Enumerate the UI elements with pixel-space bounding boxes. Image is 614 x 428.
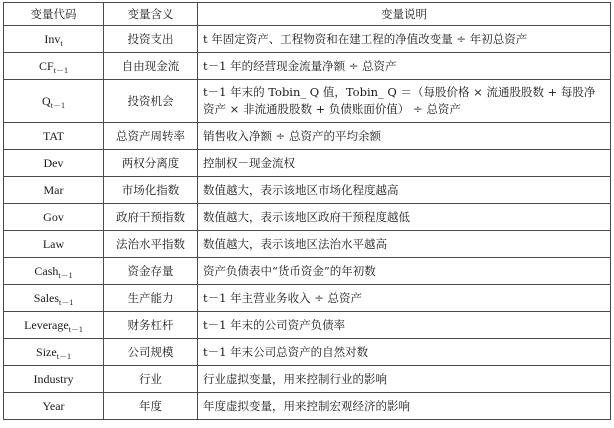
variable-code: CF	[39, 58, 54, 73]
variable-code-subscript: t－1	[53, 65, 68, 75]
variable-meaning: 生产能力	[104, 285, 198, 312]
variable-code-cell	[4, 26, 104, 53]
variable-code: Q	[42, 93, 51, 108]
variable-description: 数值越大，表示该地区市场化程度越高	[198, 177, 611, 204]
table-body	[4, 26, 611, 420]
variable-meaning: 财务杠杆	[104, 312, 198, 339]
variable-meaning: 年度	[104, 393, 198, 420]
variable-meaning: 公司规模	[104, 339, 198, 366]
variable-description: t－1 年末的 Tobin_ Q 值，Tobin_ Q ＝（每股价格 × 流通股股数 + 每股净资产 × 非流通股股数 + 负债账面价值） ÷ 总资产	[198, 80, 611, 123]
table-row	[4, 285, 611, 312]
variable-code: Industry	[33, 371, 74, 386]
variable-code: Year	[42, 398, 65, 413]
variable-meaning: 两权分离度	[104, 150, 198, 177]
header-variable-meaning: 变量含义	[104, 3, 198, 26]
variable-meaning: 投资机会	[104, 80, 198, 123]
variable-description: 年度虚拟变量，用来控制宏观经济的影响	[198, 393, 611, 420]
variable-code: Mar	[43, 182, 64, 197]
table-row	[4, 150, 611, 177]
variable-description: 资产负债表中“货币资金”的年初数	[198, 258, 611, 285]
variable-code-cell	[4, 366, 104, 393]
variable-meaning: 投资支出	[104, 26, 198, 53]
variable-meaning: 政府干预指数	[104, 204, 198, 231]
variable-code-subscript: t	[60, 38, 63, 48]
variable-definition-table	[3, 2, 611, 420]
variable-code-subscript: t－1	[58, 270, 73, 280]
header-variable-description: 变量说明	[198, 3, 611, 26]
header-variable-code: 变量代码	[4, 3, 104, 26]
table-row	[4, 53, 611, 80]
variable-code-subscript: t－1	[59, 297, 74, 307]
table-row	[4, 339, 611, 366]
variable-meaning: 行业	[104, 366, 198, 393]
table-row	[4, 231, 611, 258]
variable-code-subscript: t－1	[50, 100, 65, 110]
variable-description: t－1 年的经营现金流量净额 ÷ 总资产	[198, 53, 611, 80]
variable-code-cell	[4, 393, 104, 420]
variable-code-cell	[4, 123, 104, 150]
variable-description: t－1 年主营业务收入 ÷ 总资产	[198, 285, 611, 312]
variable-code-subscript: t－1	[68, 324, 83, 334]
table-row	[4, 366, 611, 393]
table-row	[4, 123, 611, 150]
table-row	[4, 80, 611, 123]
variable-code-cell	[4, 258, 104, 285]
variable-meaning: 总资产周转率	[104, 123, 198, 150]
variable-code: Gov	[43, 209, 64, 224]
variable-description: t 年固定资产、工程物资和在建工程的净值改变量 ÷ 年初总资产	[198, 26, 611, 53]
variable-code-cell	[4, 80, 104, 123]
variable-meaning: 自由现金流	[104, 53, 198, 80]
table-row	[4, 312, 611, 339]
variable-code-cell	[4, 53, 104, 80]
variable-code-cell	[4, 339, 104, 366]
variable-description: t－1 年末公司总资产的自然对数	[198, 339, 611, 366]
variable-meaning: 市场化指数	[104, 177, 198, 204]
table-row	[4, 258, 611, 285]
table-row	[4, 26, 611, 53]
variable-code: Size	[36, 344, 57, 359]
variable-description: 销售收入净额 ÷ 总资产的平均余额	[198, 123, 611, 150]
variable-description: 行业虚拟变量，用来控制行业的影响	[198, 366, 611, 393]
variable-meaning: 资金存量	[104, 258, 198, 285]
variable-code-cell	[4, 177, 104, 204]
variable-code-subscript: t－1	[56, 351, 71, 361]
variable-meaning: 法治水平指数	[104, 231, 198, 258]
variable-code: Dev	[43, 155, 64, 170]
table-row	[4, 204, 611, 231]
variable-code-cell	[4, 312, 104, 339]
variable-code: TAT	[42, 128, 65, 143]
variable-code-cell	[4, 150, 104, 177]
table-header-row	[4, 3, 611, 26]
variable-description: 数值越大，表示该地区政府干预程度越低	[198, 204, 611, 231]
variable-code: Sales	[33, 290, 60, 305]
variable-code-cell	[4, 285, 104, 312]
variable-description: t－1 年末的公司资产负债率	[198, 312, 611, 339]
variable-code: Inv	[44, 31, 61, 46]
variable-description: 数值越大，表示该地区法治水平越高	[198, 231, 611, 258]
variable-description: 控制权－现金流权	[198, 150, 611, 177]
table-row	[4, 393, 611, 420]
variable-code: Leverage	[24, 317, 69, 332]
variable-code-cell	[4, 204, 104, 231]
variable-code-cell	[4, 231, 104, 258]
variable-code: Cash	[34, 263, 59, 278]
table-row	[4, 177, 611, 204]
variable-code: Law	[42, 236, 65, 251]
